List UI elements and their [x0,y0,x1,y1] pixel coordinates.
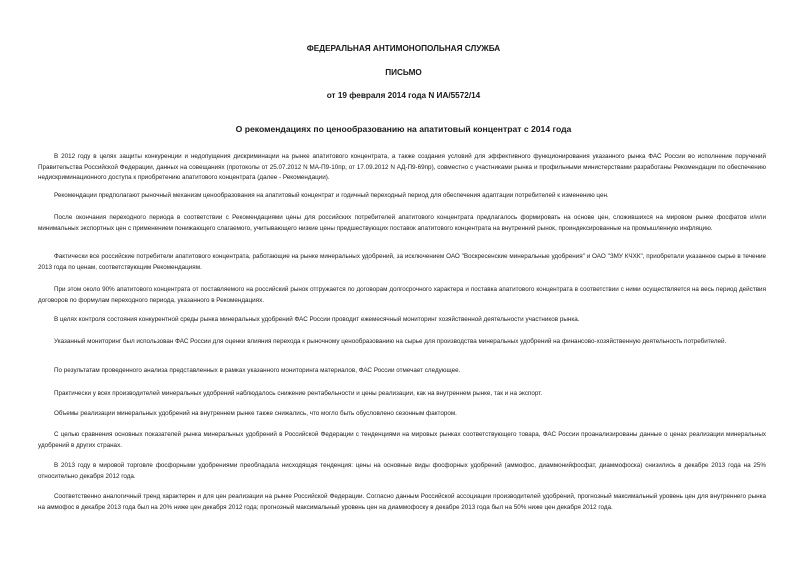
body-paragraph-12: В 2013 году в мировой торговле фосфорными удобрениями преобладала нисходящая тенденция: цены на основные виды фосфорных удобрений (аммофос, диаммонийфосфат, диаммофоска) снизились в декабре 2013 года на 25% относительно декабря 2012 года. [38,462,766,480]
agency-name: ФЕДЕРАЛЬНАЯ АНТИМОНОПОЛЬНАЯ СЛУЖБА [306,44,501,53]
body-paragraph-9: Практически у всех производителей минеральных удобрений наблюдалось снижение рентабельности и цены реализации, как на внутреннем рынке, так и на экспорт. [54,390,543,397]
body-paragraph-4: Фактически все российские потребители апатитового концентрата, работающие на рынке минеральных удобрений, за исключением ОАО "Воскресенские минеральные удобрения" и ОАО "ЗМУ КЧХК", приобретали указанное сырье в течение 2013 года по ценам, соответствующим Рекомендациям. [38,253,766,271]
body-paragraph-7: Указанный мониторинг был использован ФАС России для оценки влияния перехода к рыночному ценообразованию на сырье для производства минеральных удобрений на финансово-хозяйственную деятельность потребителей. [54,338,727,345]
body-paragraph-2: Рекомендации предполагают рыночный механизм ценообразования на апатитовый концентрат и годичный переходный период для обеспечения адаптации потребителей к изменению цен. [54,192,609,199]
body-paragraph-6: В целях контроля состояния конкурентной среды рынка минеральных удобрений ФАС России проводит ежемесячный мониторинг хозяйственной деятельности участников рынка. [54,316,580,323]
body-paragraph-3: После окончания переходного периода в соответствии с Рекомендациями цены для российских потребителей апатитового концентрата предлагалось формировать на основе цен, сложившихся на мировом рынке фосфатов и/или минимальных экспортных цен с применением понижающего слагаемого, учитывающего низкие цены предшествующих поставок апатитового концентрата на внутренний рынок, проиндексированные на промышленную инфляцию. [38,214,766,232]
body-paragraph-11: С целью сравнения основных показателей рынка минеральных удобрений в Российской Федерации с тенденциями на мировых рынках соответствующего товара, ФАС России проанализированы данные о ценах реализации минеральных удобрений в других странах. [38,431,766,449]
body-paragraph-8: По результатам проведенного анализа представленных в рамках указанного мониторинга материалов, ФАС России отмечает следующее. [54,367,461,374]
document-date-number: от 19 февраля 2014 года N ИА/5572/14 [326,91,481,100]
body-paragraph-13: Соответственно аналогичный тренд характерен и для цен реализации на рынке Российской Федерации. Согласно данным Российской ассоциации производителей удобрений, прогнозный максимальный уровень цен для внутреннего рынка на аммофос в декабре 2013 года был на 20% ниже цен декабря 2012 года; прогнозный максимальный уровень цен на диаммофоску в декабре 2013 года был на 50% ниже цен декабря 2012 года. [38,493,766,511]
body-paragraph-10: Объемы реализации минеральных удобрений на внутреннем рынке также снижались, что могло быть обусловлено сезонным фактором. [54,410,457,417]
body-paragraph-1: В 2012 году в целях защиты конкуренции и недопущения дискриминации на рынке апатитового концентрата, а также создания условий для эффективного функционирования указанного рынка ФАС России во исполнение поручений Правительства Российской Федерации, данных на совещаниях (протоколы от 25.07.2012 N МА-П9-10пр, от 17.09.2012 N АД-П9-69пр), совместно с участниками рынка и профильными министерствами разработаны Рекомендации по обеспечению недискриминационного доступа к приобретению апатитового концентрата (далее - Рекомендации). [38,153,766,182]
document-type: ПИСЬМО [385,68,422,77]
document-subject: О рекомендациях по ценообразованию на апатитовый концентрат с 2014 года [235,124,572,134]
body-paragraph-5: При этом около 90% апатитового концентрата от поставляемого на российский рынок отгружается по договорам долгосрочного характера и поставка апатитового концентрата в соответствии с ними осуществляется на весь период действия договоров по формулам переходного периода, указанного в Рекомендациях. [38,286,766,304]
